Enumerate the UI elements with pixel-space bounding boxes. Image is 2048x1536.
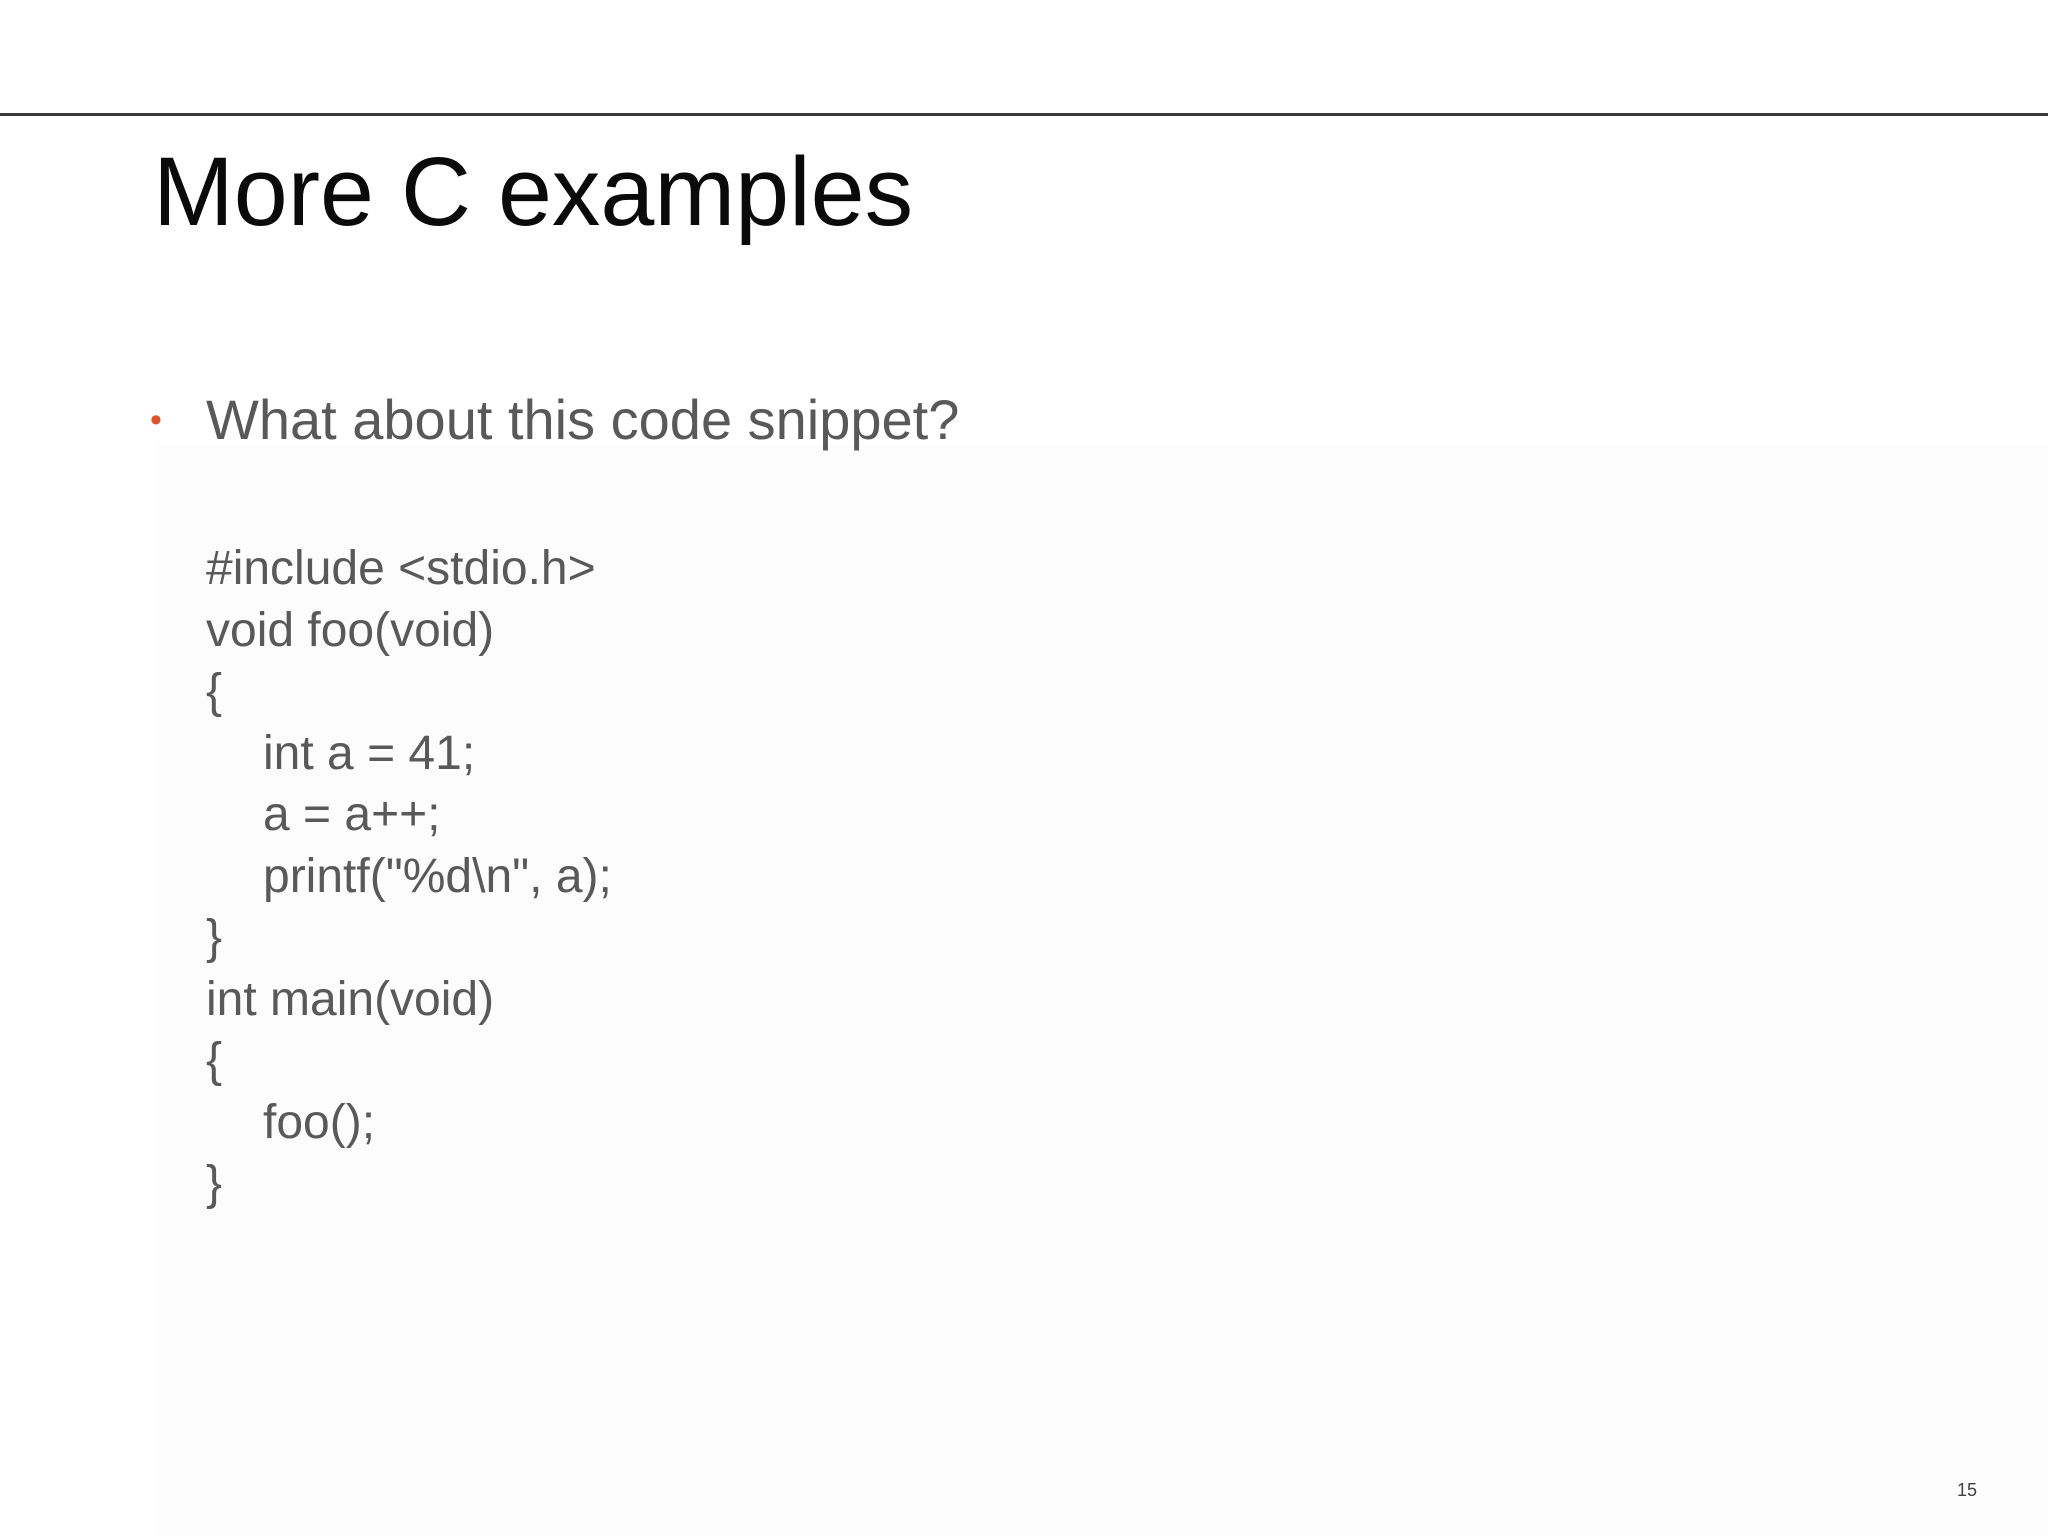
code-line: int main(void)	[206, 972, 495, 1026]
code-line: }	[206, 911, 223, 964]
code-line: {	[206, 1034, 223, 1087]
code-snippet	[206, 538, 612, 1215]
code-line: }	[206, 1157, 223, 1210]
bullet-dot-icon: •	[150, 401, 162, 439]
code-line: foo();	[263, 1095, 376, 1149]
code-line: printf("%d\n", a);	[263, 849, 612, 903]
slide-title: More C examples	[153, 137, 914, 246]
code-line: #include <stdio.h>	[206, 542, 596, 595]
header-rule	[0, 113, 2048, 116]
bullet-text: What about this code snippet?	[206, 388, 960, 451]
code-line: {	[206, 665, 223, 718]
code-line: a = a++;	[263, 788, 441, 841]
code-line: int a = 41;	[263, 726, 476, 780]
bullet-item	[150, 385, 959, 455]
code-line: void foo(void)	[206, 603, 495, 657]
page-number: 15	[1956, 1480, 1977, 1500]
